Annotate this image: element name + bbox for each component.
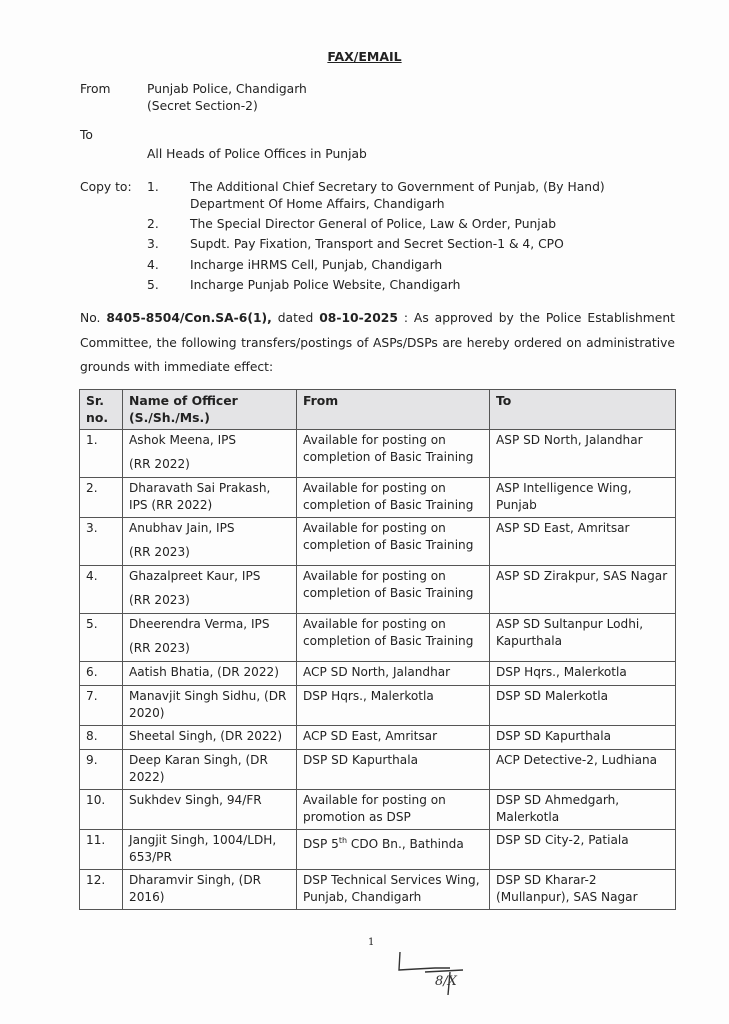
cell-officer-name bbox=[123, 566, 297, 614]
cell-to: DSP SD Ahmedgarh, Malerkotla bbox=[490, 790, 676, 830]
cell-officer-name bbox=[123, 518, 297, 566]
officer-batch: (RR 2023) bbox=[129, 545, 190, 559]
cell-sr-no: 4. bbox=[80, 566, 123, 614]
table-header-row bbox=[80, 390, 676, 430]
cell-to: ASP SD Sultanpur Lodhi, Kapurthala bbox=[490, 614, 676, 662]
handwritten-note: 8/X bbox=[435, 974, 457, 989]
table-row bbox=[80, 518, 676, 566]
cell-to: DSP SD Kapurthala bbox=[490, 726, 676, 750]
copy-to-item-1-line-1: The Additional Chief Secretary to Government of Punjab, (By Hand) bbox=[190, 180, 605, 194]
cell-to: ASP SD Zirakpur, SAS Nagar bbox=[490, 566, 676, 614]
copy-to-label: Copy to: bbox=[80, 180, 132, 194]
cell-from: Available for posting on completion of Basic Training bbox=[297, 430, 490, 478]
cell-officer-name bbox=[123, 478, 297, 518]
cell-sr-no: 10. bbox=[80, 790, 123, 830]
table-row bbox=[80, 686, 676, 726]
officer-name: Sheetal Singh, (DR 2022) bbox=[129, 729, 283, 743]
table-row bbox=[80, 726, 676, 750]
cell-from: ACP SD North, Jalandhar bbox=[297, 662, 490, 686]
officer-batch: (RR 2023) bbox=[129, 641, 190, 655]
to-line-1: All Heads of Police Offices in Punjab bbox=[147, 147, 367, 161]
officer-name: Jangjit Singh, 1004/LDH, 653/PR bbox=[129, 833, 277, 864]
cell-sr-no: 6. bbox=[80, 662, 123, 686]
page-number: 1 bbox=[368, 937, 375, 948]
officer-batch: (RR 2022) bbox=[129, 457, 190, 471]
table-row bbox=[80, 750, 676, 790]
header-from: From bbox=[297, 390, 490, 430]
cell-to: DSP SD Kharar-2 (Mullanpur), SAS Nagar bbox=[490, 870, 676, 910]
officer-name: Manavjit Singh Sidhu, (DR 2020) bbox=[129, 689, 287, 720]
copy-to-item-4: Incharge iHRMS Cell, Punjab, Chandigarh bbox=[190, 258, 443, 272]
cell-officer-name bbox=[123, 614, 297, 662]
from-line-2: (Secret Section-2) bbox=[147, 99, 258, 113]
from-label: From bbox=[80, 82, 111, 96]
officer-name: Aatish Bhatia, (DR 2022) bbox=[129, 665, 279, 679]
cell-from: Available for posting on completion of Basic Training bbox=[297, 566, 490, 614]
cell-to: DSP Hqrs., Malerkotla bbox=[490, 662, 676, 686]
table-row bbox=[80, 430, 676, 478]
table-row bbox=[80, 790, 676, 830]
cell-sr-no: 12. bbox=[80, 870, 123, 910]
from-text-suffix: CDO Bn., Bathinda bbox=[347, 837, 464, 852]
cell-to: ASP SD East, Amritsar bbox=[490, 518, 676, 566]
copy-to-num-5: 5. bbox=[147, 278, 159, 292]
table-row bbox=[80, 614, 676, 662]
from-text-superscript: th bbox=[338, 836, 348, 845]
table-row bbox=[80, 830, 676, 870]
copy-to-item-5: Incharge Punjab Police Website, Chandigarh bbox=[190, 278, 461, 292]
header-sr-no: Sr. no. bbox=[80, 390, 123, 430]
document-title: FAX/EMAIL bbox=[327, 49, 402, 64]
table-row bbox=[80, 870, 676, 910]
cell-sr-no: 5. bbox=[80, 614, 123, 662]
order-prefix: No. bbox=[80, 311, 101, 325]
from-line-1: Punjab Police, Chandigarh bbox=[147, 82, 307, 96]
copy-to-item-3: Supdt. Pay Fixation, Transport and Secret Section-1 & 4, CPO bbox=[190, 237, 564, 251]
copy-to-num-4: 4. bbox=[147, 258, 159, 272]
cell-officer-name bbox=[123, 726, 297, 750]
cell-from: Available for posting on completion of Basic Training bbox=[297, 518, 490, 566]
cell-officer-name bbox=[123, 430, 297, 478]
officer-name: Sukhdev Singh, 94/FR bbox=[129, 793, 262, 807]
cell-from: ACP SD East, Amritsar bbox=[297, 726, 490, 750]
cell-from: Available for posting on promotion as DSP bbox=[297, 790, 490, 830]
cell-to: ASP SD North, Jalandhar bbox=[490, 430, 676, 478]
cell-from: Available for posting on completion of Basic Training bbox=[297, 478, 490, 518]
officer-batch: (RR 2023) bbox=[129, 593, 190, 607]
cell-sr-no: 11. bbox=[80, 830, 123, 870]
cell-from: DSP Hqrs., Malerkotla bbox=[297, 686, 490, 726]
order-paragraph bbox=[80, 306, 675, 380]
cell-officer-name bbox=[123, 750, 297, 790]
to-label: To bbox=[80, 128, 93, 142]
header-name-of-officer: Name of Officer (S./Sh./Ms.) bbox=[123, 390, 297, 430]
cell-officer-name bbox=[123, 662, 297, 686]
officer-name: Ghazalpreet Kaur, IPS bbox=[129, 569, 261, 583]
cell-sr-no: 8. bbox=[80, 726, 123, 750]
order-number: 8405-8504/Con.SA-6(1), bbox=[106, 311, 272, 325]
order-dated-label: dated bbox=[277, 311, 314, 325]
cell-sr-no: 1. bbox=[80, 430, 123, 478]
cell-from bbox=[297, 830, 490, 870]
table-row bbox=[80, 478, 676, 518]
cell-sr-no: 2. bbox=[80, 478, 123, 518]
officer-name: Dharavath Sai Prakash, IPS (RR 2022) bbox=[129, 481, 271, 512]
order-date: 08-10-2025 bbox=[319, 311, 398, 325]
officer-name: Ashok Meena, IPS bbox=[129, 433, 237, 447]
table-row bbox=[80, 566, 676, 614]
table-row bbox=[80, 662, 676, 686]
cell-sr-no: 7. bbox=[80, 686, 123, 726]
copy-to-num-2: 2. bbox=[147, 217, 159, 231]
officer-name: Deep Karan Singh, (DR 2022) bbox=[129, 753, 268, 784]
cell-to: ASP Intelligence Wing, Punjab bbox=[490, 478, 676, 518]
cell-from: DSP Technical Services Wing, Punjab, Chandigarh bbox=[297, 870, 490, 910]
officer-name: Dharamvir Singh, (DR 2016) bbox=[129, 873, 262, 904]
cell-sr-no: 3. bbox=[80, 518, 123, 566]
cell-to: ACP Detective-2, Ludhiana bbox=[490, 750, 676, 790]
cell-officer-name bbox=[123, 790, 297, 830]
officer-name: Dheerendra Verma, IPS bbox=[129, 617, 270, 631]
cell-officer-name bbox=[123, 686, 297, 726]
cell-to: DSP SD City-2, Patiala bbox=[490, 830, 676, 870]
from-text-prefix: DSP 5 bbox=[303, 837, 339, 852]
copy-to-item-1-line-2: Department Of Home Affairs, Chandigarh bbox=[190, 197, 445, 211]
header-to: To bbox=[490, 390, 676, 430]
order-body: : As approved by the Police Establishment Committee, the following transfers/postings of ASPs/DSPs are hereby ordered on administrative grounds with immediate effect: bbox=[80, 311, 675, 374]
cell-sr-no: 9. bbox=[80, 750, 123, 790]
copy-to-num-3: 3. bbox=[147, 237, 159, 251]
handwritten-initials bbox=[395, 948, 485, 1001]
cell-from: DSP SD Kapurthala bbox=[297, 750, 490, 790]
cell-officer-name bbox=[123, 870, 297, 910]
cell-to: DSP SD Malerkotla bbox=[490, 686, 676, 726]
cell-officer-name bbox=[123, 830, 297, 870]
copy-to-item-2: The Special Director General of Police, Law & Order, Punjab bbox=[190, 217, 557, 231]
copy-to-num-1: 1. bbox=[147, 180, 159, 194]
transfers-table bbox=[79, 389, 676, 910]
cell-from: Available for posting on completion of Basic Training bbox=[297, 614, 490, 662]
signature-icon bbox=[395, 948, 485, 998]
officer-name: Anubhav Jain, IPS bbox=[129, 521, 235, 535]
